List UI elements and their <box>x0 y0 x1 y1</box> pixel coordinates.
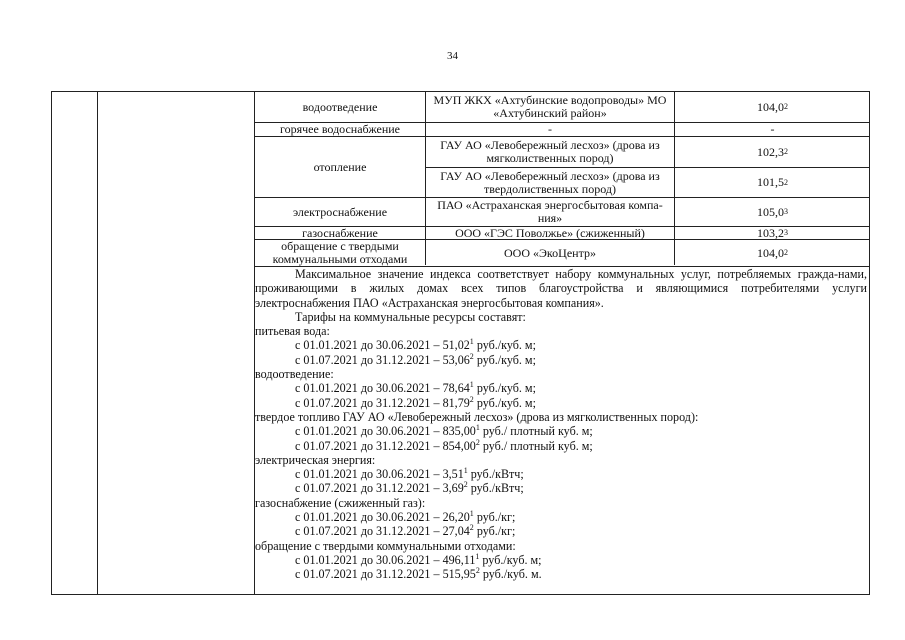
footnote-mark: 2 <box>469 394 474 404</box>
tariff-period-value: с 01.01.2021 до 30.06.2021 – 26,20 <box>295 510 470 525</box>
tariff-unit: руб./ плотный куб. м; <box>479 438 593 453</box>
tariff-unit: руб./куб. м; <box>473 338 536 353</box>
tariff-unit: руб./куб. м; <box>473 381 536 396</box>
service-cell: обращение с твердыми коммунальными отходами <box>272 239 408 266</box>
index-value-cell <box>675 123 870 136</box>
tariff-period-value: с 01.01.2021 до 30.06.2021 – 3,51 <box>295 467 464 482</box>
tariff-period-value: с 01.01.2021 до 30.06.2021 – 51,02 <box>295 338 470 353</box>
index-value: - <box>770 122 775 136</box>
tariff-period-value: с 01.01.2021 до 30.06.2021 – 496,11 <box>295 552 476 567</box>
column-divider <box>97 92 98 594</box>
footnote-mark: 1 <box>469 337 474 347</box>
index-value: 104,0 <box>757 245 784 260</box>
footnote-mark: 2 <box>469 351 474 361</box>
tariff-line <box>255 338 867 352</box>
tariff-period-value: с 01.07.2021 до 31.12.2021 – 53,06 <box>295 352 470 367</box>
index-value-cell: 102,3 2 <box>757 144 788 159</box>
tariff-unit: руб./куб. м; <box>473 352 536 367</box>
service-cell: водоотведение <box>302 99 378 114</box>
tariff-unit: руб./куб. м; <box>473 395 536 410</box>
tariff-unit: руб./кВтч; <box>467 467 524 482</box>
tariff-period-value: с 01.07.2021 до 31.12.2021 – 81,79 <box>295 395 470 410</box>
provider-cell: ООО «ЭкоЦентр» <box>504 245 596 260</box>
tariff-period-value: с 01.07.2021 до 31.12.2021 – 27,04 <box>295 524 470 539</box>
provider-cell: ООО «ГЭС Поволжье» (сжиженный) <box>455 225 645 240</box>
tariff-line <box>255 553 867 567</box>
tariff-period-value: с 01.01.2021 до 30.06.2021 – 78,64 <box>295 381 470 396</box>
index-value: 104,0 <box>757 99 784 114</box>
tariff-period-value: с 01.01.2021 до 30.06.2021 – 835,00 <box>295 424 476 439</box>
tariff-group-title: питьевая вода: <box>255 324 330 339</box>
footnote-mark: 2 <box>475 437 480 447</box>
service-cell: электроснабжение <box>292 204 388 219</box>
index-value-cell: 104,0 2 <box>757 245 788 260</box>
index-value-cell: 105,0 3 <box>757 204 788 219</box>
footnote-mark: 1 <box>463 466 468 476</box>
tariff-line <box>255 481 867 495</box>
tariff-unit: руб./кг; <box>473 510 516 525</box>
provider-cell: ПАО «Астраханская энергосбытовая компа-ния» <box>437 198 663 225</box>
tariff-group-title: обращение с твердыми коммунальными отходами: <box>255 538 516 553</box>
tariff-line <box>255 396 867 410</box>
tariff-line <box>255 567 867 581</box>
tariff-unit: руб./ плотный куб. м; <box>479 424 593 439</box>
tariff-period-value: с 01.07.2021 до 31.12.2021 – 3,69 <box>295 481 464 496</box>
footnote-mark: 2 <box>475 566 480 576</box>
tariff-line <box>255 510 867 524</box>
tariff-group-title: газоснабжение (сжиженный газ): <box>255 495 426 510</box>
tariff-unit: руб./куб. м. <box>479 567 542 582</box>
index-value: 101,5 <box>757 175 784 189</box>
service-cell: газоснабжение <box>302 225 378 240</box>
footnote-mark: 1 <box>475 423 480 433</box>
index-value: 105,0 <box>757 204 784 219</box>
footnote-mark: 2 <box>469 523 474 533</box>
provider-cell: ГАУ АО «Левобережный лесхоз» (дрова из мягколиственных пород) <box>440 138 660 165</box>
footnote-mark: 1 <box>469 380 474 390</box>
tariff-unit: руб./куб. м; <box>479 552 542 567</box>
tariff-period-value: с 01.07.2021 до 31.12.2021 – 854,00 <box>295 438 476 453</box>
index-value-cell: 103,2 3 <box>757 225 788 240</box>
index-value: 103,2 <box>757 225 784 240</box>
tariff-line <box>255 381 867 395</box>
tariff-line <box>255 424 867 438</box>
tariff-groups <box>255 324 867 581</box>
tariff-unit: руб./кВтч; <box>467 481 524 496</box>
provider-cell: - <box>548 122 552 136</box>
service-cell: отопление <box>313 159 367 174</box>
service-cell: горячее водоснабжение <box>280 122 400 136</box>
footnote-mark: 2 <box>463 480 468 490</box>
provider-cell: ГАУ АО «Левобережный лесхоз» (дрова из твердолиственных пород) <box>440 168 660 196</box>
tariff-group-title: водоотведение: <box>255 367 334 382</box>
tariff-period-value: с 01.07.2021 до 31.12.2021 – 515,95 <box>295 567 476 582</box>
index-value: 102,3 <box>757 144 784 159</box>
tariff-group-title: электрическая энергия: <box>255 452 376 467</box>
tariff-unit: руб./кг; <box>473 524 516 539</box>
page-number: 34 <box>447 50 458 62</box>
index-value-cell: 104,0 2 <box>757 99 788 114</box>
index-value-cell: 101,5 2 <box>757 175 788 189</box>
tariff-group-title: твердое топливо ГАУ АО «Левобережный лесхоз» (дрова из мягколиственных пород): <box>255 409 699 424</box>
provider-cell: МУП ЖКХ «Ахтубинские водопроводы» МО «Ахтубинский район» <box>433 93 667 120</box>
tariff-notes <box>255 267 867 582</box>
index-note-paragraph: Максимальное значение индекса соответствует набору коммунальных услуг, потребляемых гражда-нами, проживающими в жилых домах всех типов благоустройства и являющимися потребителями услуги электроснабжения ПАО «Астраханская энергосбытовая компания». <box>255 267 867 310</box>
tariff-line <box>255 524 867 538</box>
tariff-line <box>255 439 867 453</box>
tariffs-intro: Тарифы на коммунальные ресурсы составят: <box>295 309 526 324</box>
footnote-mark: 1 <box>475 551 480 561</box>
tariff-line <box>255 353 867 367</box>
tariff-line <box>255 467 867 481</box>
footnote-mark: 1 <box>469 509 474 519</box>
